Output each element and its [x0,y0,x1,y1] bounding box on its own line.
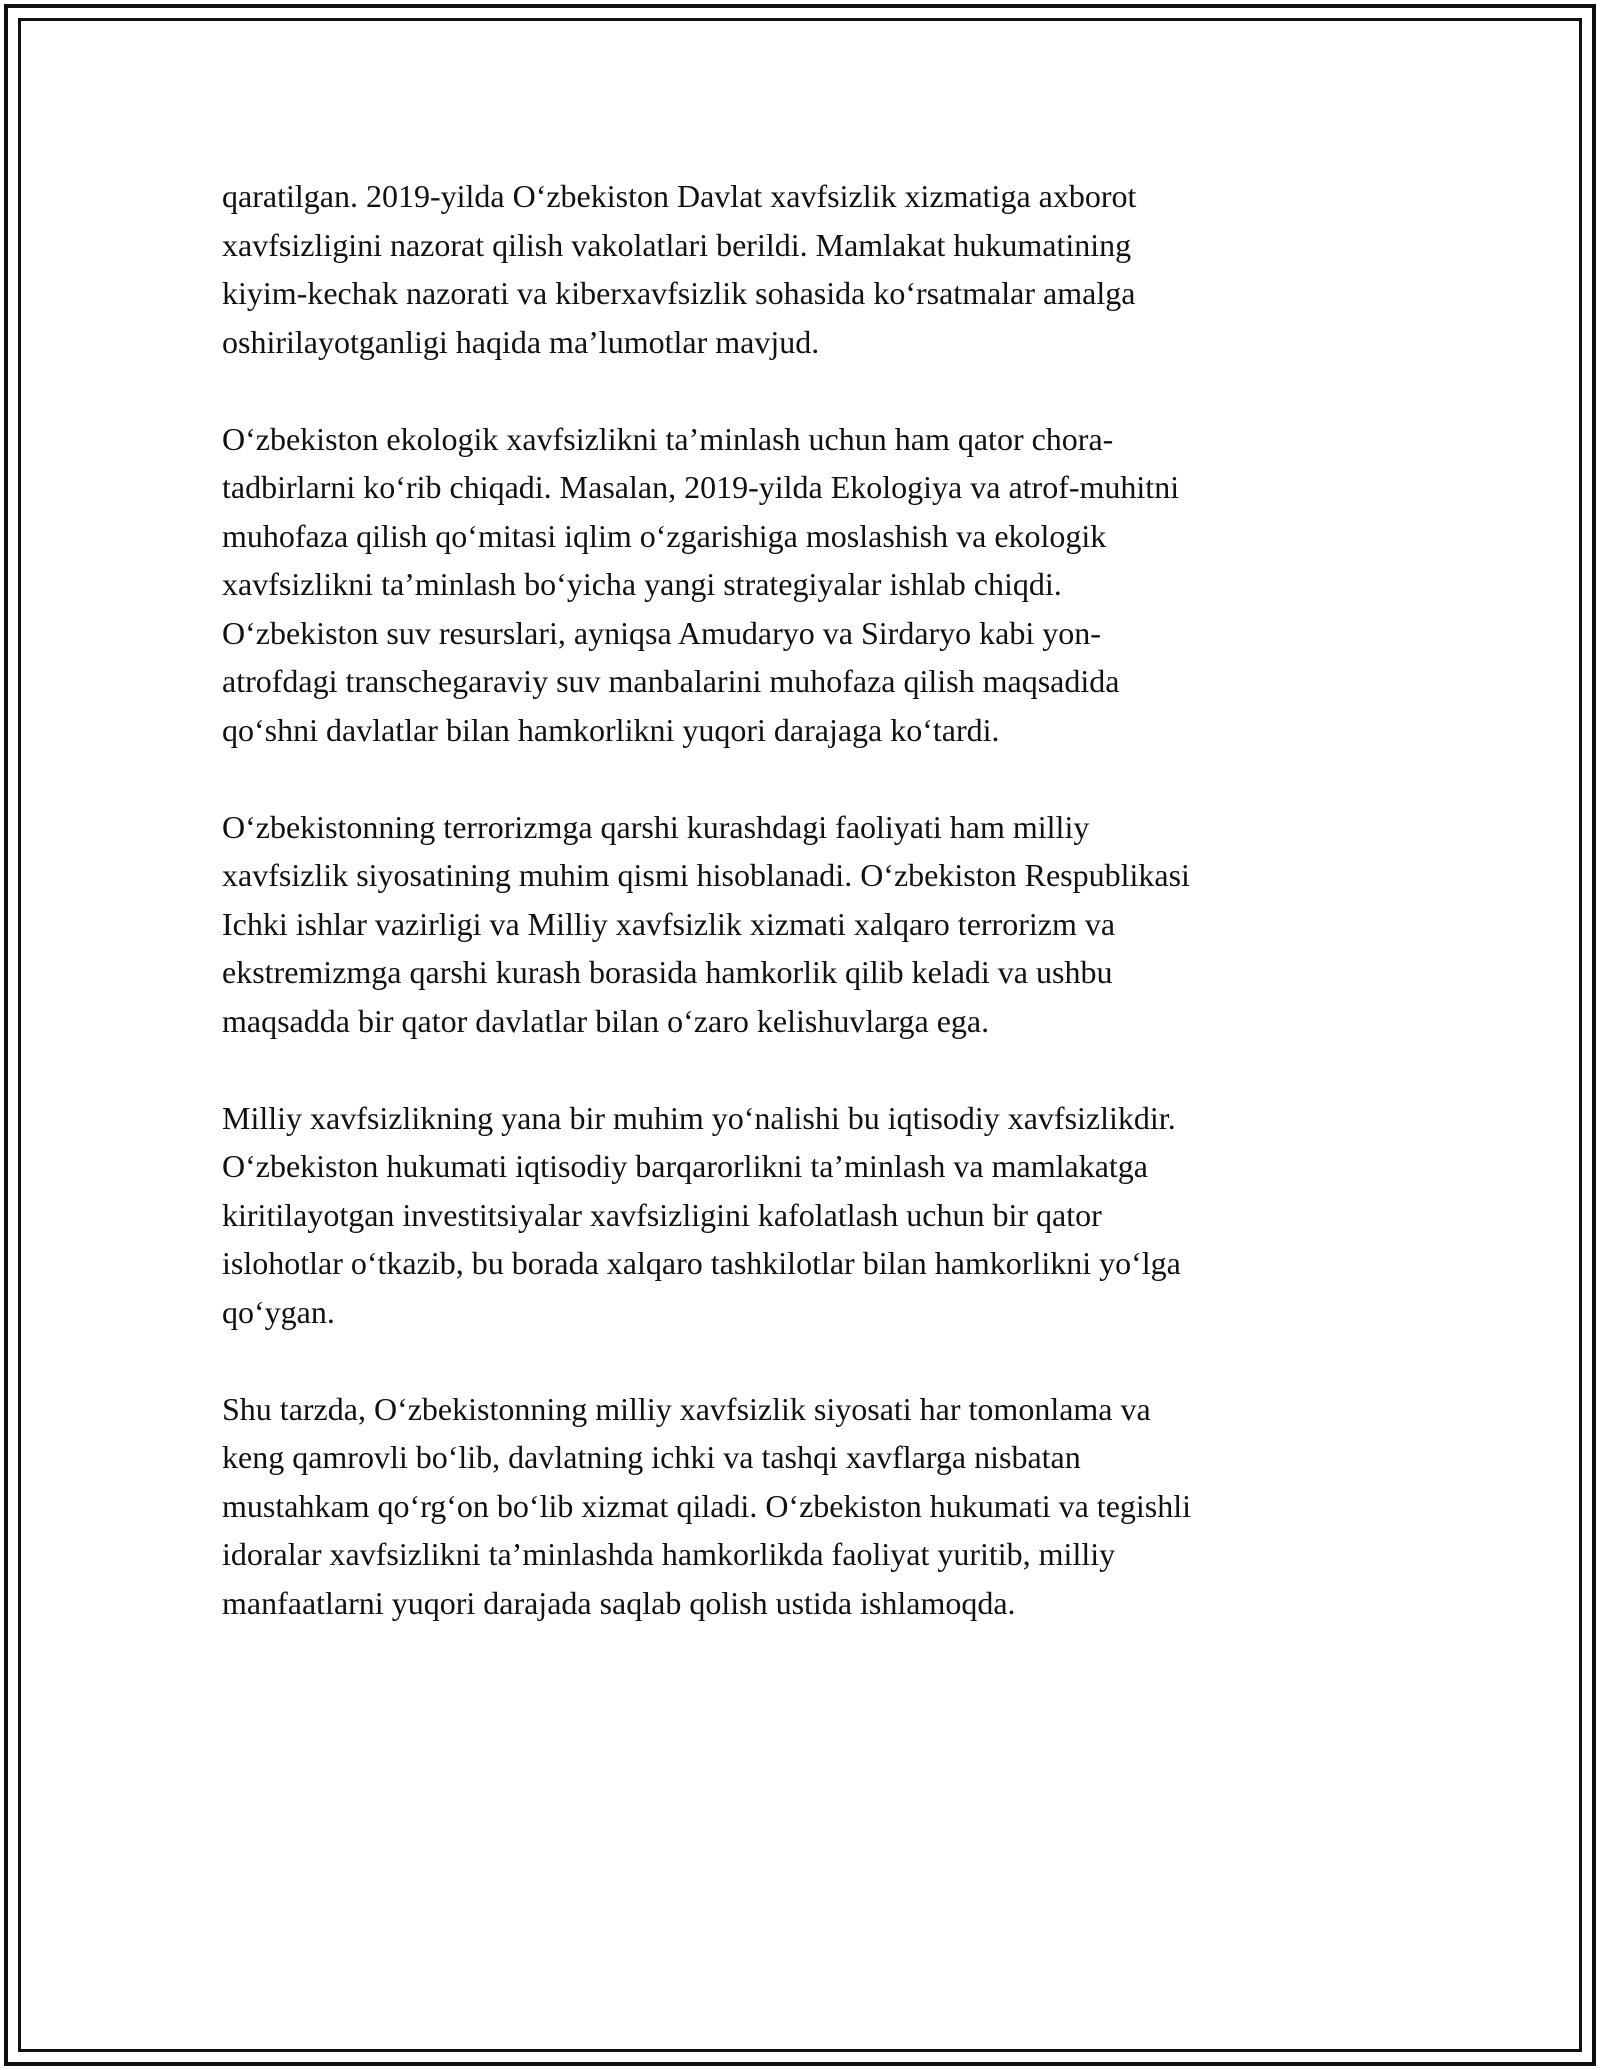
text-line: Milliy xavfsizlikning yana bir muhim yo‘nalishi bu iqtisodiy xavfsizlikdir. [222,1099,1176,1136]
text-line: qo‘shni davlatlar bilan hamkorlikni yuqori darajaga ko‘tardi. [222,711,1000,748]
text-line: xavfsizligini nazorat qilish vakolatlari berildi. Mamlakat hukumatining [222,226,1132,263]
paragraph-5 [222,1385,1382,1628]
text-line: manfaatlarni yuqori darajada saqlab qolish ustida ishlamoqda. [222,1584,1016,1621]
paragraph-1 [222,172,1382,366]
text-line: islohotlar o‘tkazib, bu borada xalqaro tashkilotlar bilan hamkorlikni yo‘lga [222,1245,1181,1281]
text-line: muhofaza qilish qo‘mitasi iqlim o‘zgarishiga moslashish va ekologik [222,517,1107,554]
text-line: O‘zbekiston ekologik xavfsizlikni ta’minlash uchun ham qator chora- [222,420,1114,457]
paragraph-3 [222,803,1382,1046]
text-line: O‘zbekiston suv resurslari, ayniqsa Amudaryo va Sirdaryo kabi yon- [222,614,1101,651]
text-line: kiyim-kechak nazorati va kiberxavfsizlik sohasida ko‘rsatmalar amalga [222,275,1136,311]
text-line: kiritilayotgan investitsiyalar xavfsizligini kafolatlash uchun bir qator [222,1196,1102,1233]
text-line: atrofdagi transchegaraviy suv manbalarini muhofaza qilish maqsadida [222,663,1120,699]
paragraph-2 [222,415,1382,755]
text-line: oshirilayotganligi haqida ma’lumotlar mavjud. [222,323,820,360]
text-line: xavfsizlik siyosatining muhim qismi hisoblanadi. O‘zbekiston Respublikasi [222,857,1190,893]
paragraph-4 [222,1094,1382,1337]
text-line: xavfsizlikni ta’minlash bo‘yicha yangi strategiyalar ishlab chiqdi. [222,566,1062,602]
text-line: Ichki ishlar vazirligi va Milliy xavfsizlik xizmati xalqaro terrorizm va [222,905,1116,942]
text-line: tadbirlarni ko‘rib chiqadi. Masalan, 2019-yilda Ekologiya va atrof-muhitni [222,469,1180,505]
text-line: qaratilgan. 2019-yilda O‘zbekiston Davlat xavfsizlik xizmatiga axborot [222,178,1137,214]
text-line: O‘zbekistonning terrorizmga qarshi kurashdagi faoliyati ham milliy [222,808,1090,845]
text-line: ekstremizmga qarshi kurash borasida hamkorlik qilib keladi va ushbu [222,954,1113,990]
text-line: keng qamrovli bo‘lib, davlatning ichki va tashqi xavflarga nisbatan [222,1439,1081,1475]
text-line: O‘zbekiston hukumati iqtisodiy barqarorlikni ta’minlash va mamlakatga [222,1148,1148,1184]
text-line: Shu tarzda, O‘zbekistonning milliy xavfsizlik siyosati har tomonlama va [222,1390,1151,1427]
text-line: mustahkam qo‘rg‘on bo‘lib xizmat qiladi. O‘zbekiston hukumati va tegishli [222,1487,1192,1524]
document-body [222,172,1382,1676]
text-line: qo‘ygan. [222,1293,335,1330]
text-line: maqsadda bir qator davlatlar bilan o‘zaro kelishuvlarga ega. [222,1002,990,1039]
text-line: idoralar xavfsizlikni ta’minlashda hamkorlikda faoliyat yuritib, milliy [222,1536,1116,1572]
